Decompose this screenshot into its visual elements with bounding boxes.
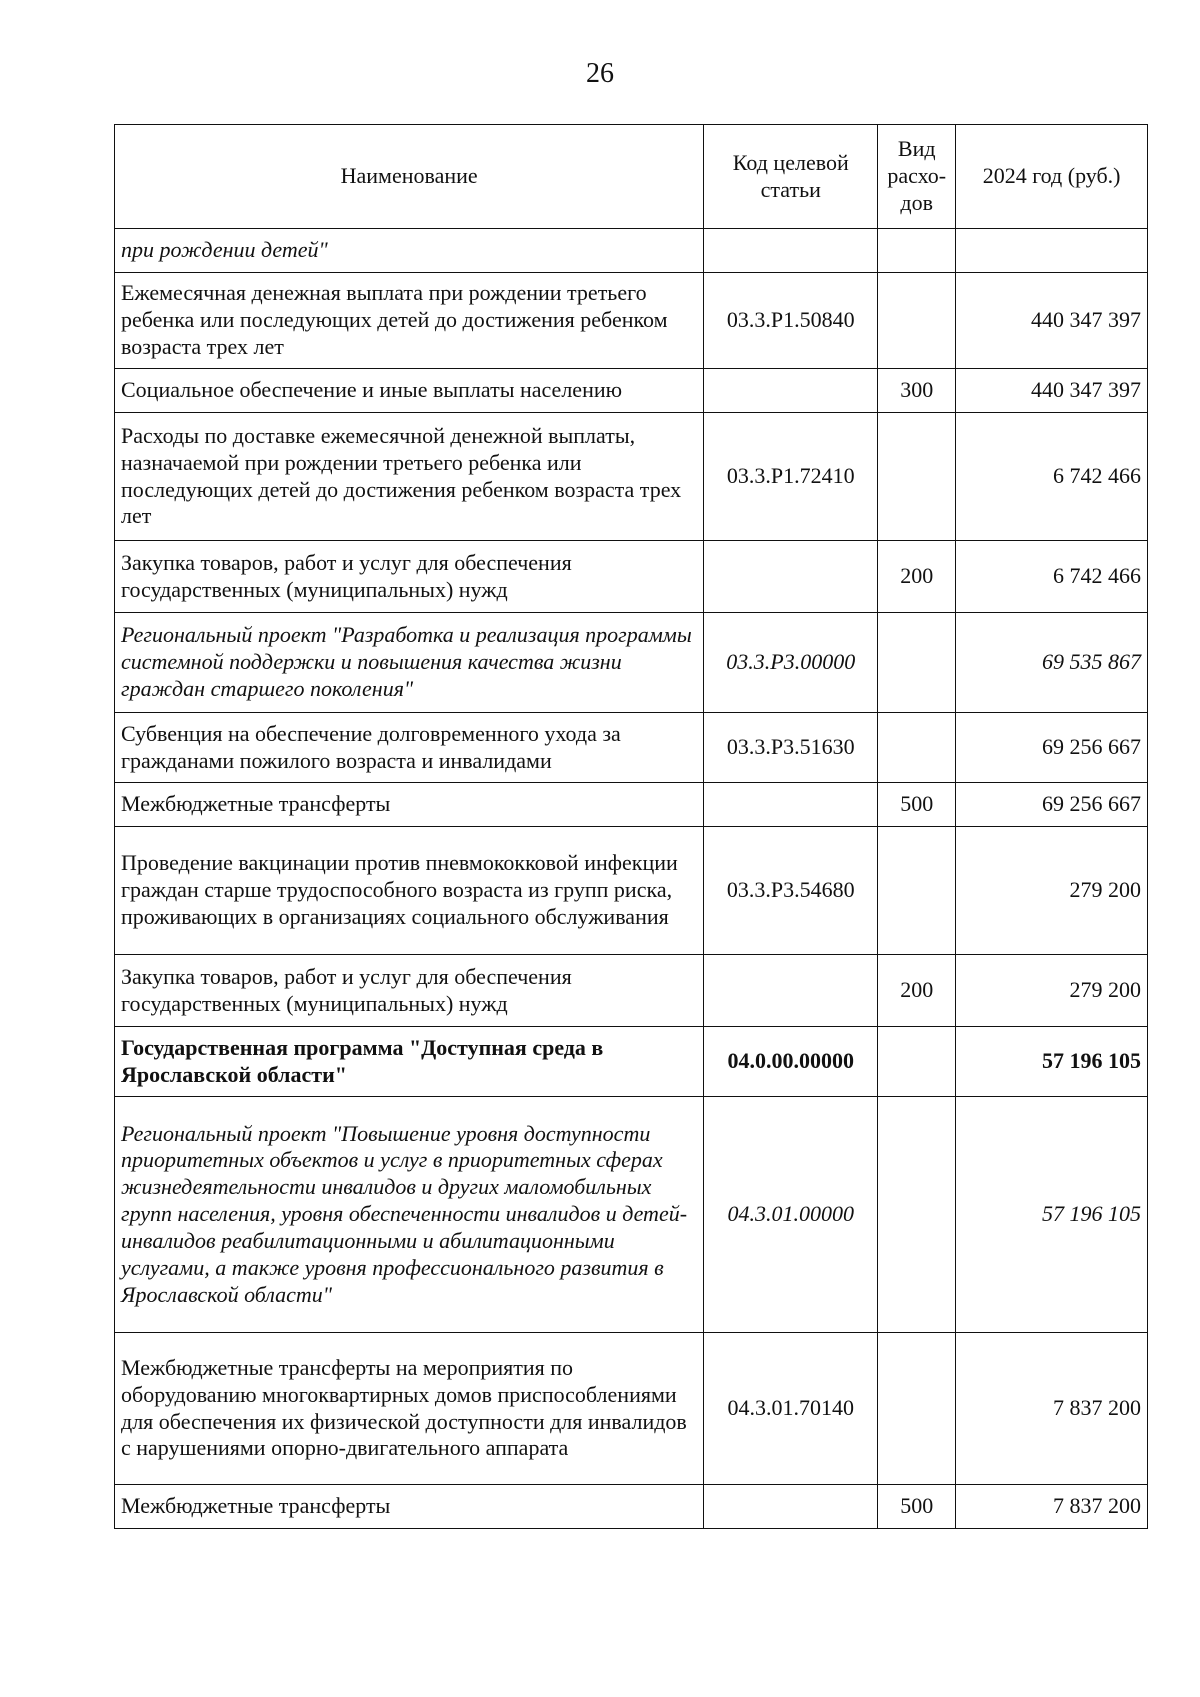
row-amount-cell: 7 837 200: [956, 1333, 1148, 1485]
table-row: [115, 613, 1148, 713]
row-amount-cell: 279 200: [956, 827, 1148, 955]
row-amount-cell: 57 196 105: [956, 1097, 1148, 1333]
table-row: [115, 713, 1148, 783]
row-type-cell: 200: [878, 541, 956, 613]
row-amount-cell: 69 535 867: [956, 613, 1148, 713]
row-name-cell: Социальное обеспечение и иные выплаты населению: [115, 369, 704, 413]
row-name-cell: Региональный проект "Разработка и реализация программы системной поддержки и повышения качества жизни граждан старшего поколения": [115, 613, 704, 713]
table-row: [115, 827, 1148, 955]
row-code-cell: [704, 1485, 878, 1529]
row-type-cell: [878, 1027, 956, 1097]
row-name-cell: Межбюджетные трансферты: [115, 1485, 704, 1529]
row-type-cell: [878, 713, 956, 783]
table-row: [115, 1097, 1148, 1333]
row-amount-cell: 69 256 667: [956, 713, 1148, 783]
row-name-cell: Государственная программа "Доступная среда в Ярославской области": [115, 1027, 704, 1097]
table-row: [115, 413, 1148, 541]
table-body: [115, 229, 1148, 1529]
row-amount-cell: 69 256 667: [956, 783, 1148, 827]
row-name-cell: при рождении детей": [115, 229, 704, 273]
row-code-cell: 03.3.P3.54680: [704, 827, 878, 955]
row-type-cell: 500: [878, 783, 956, 827]
row-amount-cell: 6 742 466: [956, 413, 1148, 541]
row-name-cell: Межбюджетные трансферты на мероприятия по оборудованию многоквартирных домов приспособлениями для обеспечения их физической доступности для инвалидов с нарушениями опорно-двигательного аппарата: [115, 1333, 704, 1485]
table-row: [115, 1485, 1148, 1529]
budget-table: [114, 124, 1148, 1529]
row-code-cell: [704, 369, 878, 413]
row-amount-cell: 6 742 466: [956, 541, 1148, 613]
row-amount-cell: 440 347 397: [956, 273, 1148, 369]
row-type-cell: 500: [878, 1485, 956, 1529]
row-amount-cell: [956, 229, 1148, 273]
table-row: [115, 273, 1148, 369]
row-amount-cell: 440 347 397: [956, 369, 1148, 413]
row-name-cell: Проведение вакцинации против пневмококковой инфекции граждан старше трудоспособного возраста из групп риска, проживающих в организациях социального обслуживания: [115, 827, 704, 955]
table-row: [115, 783, 1148, 827]
row-type-cell: 300: [878, 369, 956, 413]
row-name-cell: Расходы по доставке ежемесячной денежной выплаты, назначаемой при рождении третьего ребенка или последующих детей до достижения ребенком возраста трех лет: [115, 413, 704, 541]
row-type-cell: [878, 1333, 956, 1485]
table-row: [115, 369, 1148, 413]
row-type-cell: [878, 827, 956, 955]
row-code-cell: 03.3.P1.72410: [704, 413, 878, 541]
table-row: [115, 229, 1148, 273]
header-name: Наименование: [115, 125, 704, 229]
row-code-cell: 04.3.01.00000: [704, 1097, 878, 1333]
row-code-cell: 04.3.01.70140: [704, 1333, 878, 1485]
row-type-cell: 200: [878, 955, 956, 1027]
row-code-cell: 03.3.P3.00000: [704, 613, 878, 713]
row-amount-cell: 279 200: [956, 955, 1148, 1027]
row-type-cell: [878, 413, 956, 541]
row-type-cell: [878, 613, 956, 713]
table-row: [115, 1027, 1148, 1097]
row-code-cell: [704, 541, 878, 613]
table-row: [115, 955, 1148, 1027]
row-type-cell: [878, 273, 956, 369]
row-name-cell: Субвенция на обеспечение долговременного ухода за гражданами пожилого возраста и инвалидами: [115, 713, 704, 783]
row-name-cell: Межбюджетные трансферты: [115, 783, 704, 827]
row-type-cell: [878, 1097, 956, 1333]
header-type: Вид расхо-дов: [878, 125, 956, 229]
row-code-cell: 03.3.P3.51630: [704, 713, 878, 783]
row-name-cell: Закупка товаров, работ и услуг для обеспечения государственных (муниципальных) нужд: [115, 955, 704, 1027]
row-name-cell: Ежемесячная денежная выплата при рождении третьего ребенка или последующих детей до достижения ребенком возраста трех лет: [115, 273, 704, 369]
row-code-cell: [704, 783, 878, 827]
row-type-cell: [878, 229, 956, 273]
row-code-cell: 03.3.P1.50840: [704, 273, 878, 369]
page-number: 26: [586, 58, 614, 89]
row-amount-cell: 7 837 200: [956, 1485, 1148, 1529]
table-header-row: [115, 125, 1148, 229]
header-code: Код целевой статьи: [704, 125, 878, 229]
row-name-cell: Региональный проект "Повышение уровня доступности приоритетных объектов и услуг в приоритетных сферах жизнедеятельности инвалидов и других маломобильных групп населения, уровня обеспеченности инвалидов и детей-инвалидов реабилитационными и абилитационными услугами, а также уровня профессионального развития в Ярославской области": [115, 1097, 704, 1333]
row-code-cell: 04.0.00.00000: [704, 1027, 878, 1097]
row-amount-cell: 57 196 105: [956, 1027, 1148, 1097]
table-row: [115, 1333, 1148, 1485]
row-code-cell: [704, 229, 878, 273]
row-name-cell: Закупка товаров, работ и услуг для обеспечения государственных (муниципальных) нужд: [115, 541, 704, 613]
table-row: [115, 541, 1148, 613]
row-code-cell: [704, 955, 878, 1027]
header-amount: 2024 год (руб.): [956, 125, 1148, 229]
